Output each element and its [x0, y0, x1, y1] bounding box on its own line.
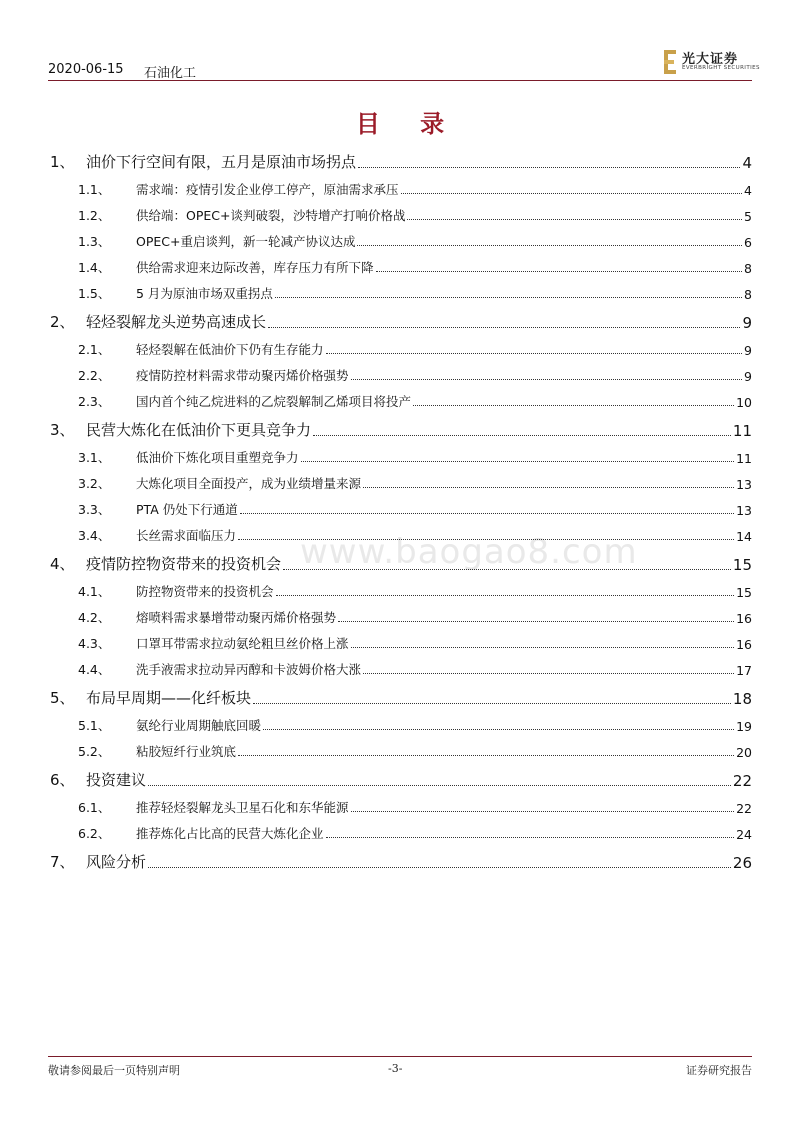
- watermark-text: www.baogao8.com: [300, 532, 638, 572]
- toc-section-entry[interactable]: [48, 390, 752, 410]
- toc-entry-number: 3.1、: [78, 450, 111, 465]
- toc-entry-title: 口罩耳带需求拉动氨纶粗旦丝价格上涨: [136, 636, 349, 651]
- toc-dot-leader: [413, 404, 734, 406]
- toc-entry-number: 4.3、: [78, 636, 111, 651]
- toc-entry-number: 5.2、: [78, 744, 111, 759]
- logo-mark-icon: [664, 48, 678, 76]
- toc-entry-page: 6: [744, 235, 752, 250]
- toc-dot-leader: [363, 486, 734, 488]
- toc-entry-number: 1.3、: [78, 234, 111, 249]
- toc-entry-page: 5: [744, 209, 752, 224]
- toc-section-entry[interactable]: [48, 606, 752, 626]
- toc-dot-leader: [401, 192, 743, 194]
- toc-entry-title: 民营大炼化在低油价下更具竞争力: [86, 421, 312, 439]
- footer-report-type: 证券研究报告: [686, 1064, 752, 1077]
- toc-entry-title: 疫情防控物资带来的投资机会: [86, 555, 282, 573]
- toc-entry-title: 低油价下炼化项目重塑竞争力: [136, 450, 299, 465]
- toc-entry-page: 9: [742, 314, 752, 332]
- page-header: [48, 52, 760, 81]
- toc-entry-title: 熔喷料需求暴增带动聚丙烯价格强势: [136, 610, 337, 625]
- toc-chapter-entry[interactable]: [48, 554, 752, 574]
- toc-section-entry[interactable]: [48, 364, 752, 384]
- toc-entry-title: 轻烃裂解在低油价下仍有生存能力: [136, 342, 324, 357]
- toc-dot-leader: [268, 326, 740, 328]
- toc-entry-number: 6.2、: [78, 826, 111, 841]
- toc-entry-number: 2.3、: [78, 394, 111, 409]
- toc-entry-page: 4: [742, 154, 752, 172]
- toc-entry-number: 5、: [50, 689, 75, 707]
- toc-dot-leader: [148, 866, 731, 868]
- toc-entry-number: 5.1、: [78, 718, 111, 733]
- toc-chapter-entry[interactable]: [48, 852, 752, 872]
- toc-entry-number: 2.1、: [78, 342, 111, 357]
- footer-disclaimer: 敬请参阅最后一页特别声明: [48, 1064, 180, 1077]
- toc-entry-page: 9: [744, 369, 752, 384]
- toc-section-entry[interactable]: [48, 822, 752, 842]
- footer-divider: [48, 1056, 752, 1057]
- toc-entry-page: 24: [736, 827, 752, 842]
- toc-dot-leader: [148, 784, 731, 786]
- toc-title: 目 录: [355, 110, 461, 138]
- toc-dot-leader: [351, 810, 735, 812]
- toc-dot-leader: [351, 646, 735, 648]
- toc-section-entry[interactable]: [48, 178, 752, 198]
- toc-section-entry[interactable]: [48, 524, 752, 544]
- toc-dot-leader: [358, 166, 740, 168]
- toc-entry-page: 15: [736, 585, 752, 600]
- toc-entry-page: 4: [744, 183, 752, 198]
- toc-entry-title: 大炼化项目全面投产，成为业绩增量来源: [136, 476, 362, 491]
- toc-chapter-entry[interactable]: [48, 688, 752, 708]
- toc-dot-leader: [301, 460, 735, 462]
- header-category: 石油化工: [144, 66, 197, 81]
- toc-dot-leader: [238, 538, 734, 540]
- toc-dot-leader: [276, 594, 735, 596]
- toc-entry-title: 供给端：OPEC+谈判破裂，沙特增产打响价格战: [136, 208, 406, 223]
- toc-section-entry[interactable]: [48, 658, 752, 678]
- toc-entry-title: 需求端：疫情引发企业停工停产，原油需求承压: [136, 182, 399, 197]
- toc-entry-page: 19: [736, 719, 752, 734]
- toc-entry-title: PTA 仍处下行通道: [136, 502, 238, 517]
- toc-entry-page: 17: [736, 663, 752, 678]
- footer-page-number: -3-: [388, 1062, 403, 1075]
- toc-section-entry[interactable]: [48, 796, 752, 816]
- toc-section-entry[interactable]: [48, 632, 752, 652]
- toc-entry-title: 防控物资带来的投资机会: [136, 584, 274, 599]
- toc-entry-number: 3.2、: [78, 476, 111, 491]
- toc-entry-number: 4.1、: [78, 584, 111, 599]
- toc-entry-page: 13: [736, 503, 752, 518]
- toc-dot-leader: [363, 672, 734, 674]
- toc-entry-title: 供给需求迎来边际改善，库存压力有所下降: [136, 260, 374, 275]
- toc-entry-title: 油价下行空间有限，五月是原油市场拐点: [86, 153, 357, 171]
- toc-section-entry[interactable]: [48, 714, 752, 734]
- toc-dot-leader: [240, 512, 734, 514]
- toc-entry-number: 4、: [50, 555, 75, 573]
- header-divider: [48, 80, 752, 81]
- toc-entry-title: 轻烃裂解龙头逆势高速成长: [86, 313, 267, 331]
- toc-entry-page: 10: [736, 395, 752, 410]
- toc-entry-number: 4.4、: [78, 662, 111, 677]
- toc-entry-page: 26: [732, 854, 752, 872]
- toc-entry-page: 16: [736, 611, 752, 626]
- toc-section-entry[interactable]: [48, 472, 752, 492]
- toc-dot-leader: [357, 244, 742, 246]
- toc-entry-page: 20: [736, 745, 752, 760]
- toc-chapter-entry[interactable]: [48, 152, 752, 172]
- toc-dot-leader: [313, 434, 731, 436]
- toc-entry-number: 1.1、: [78, 182, 111, 197]
- toc-section-entry[interactable]: [48, 740, 752, 760]
- logo-chinese-name: 光大证券: [682, 52, 739, 67]
- toc-section-entry[interactable]: [48, 446, 752, 466]
- toc-entry-page: 22: [732, 772, 752, 790]
- toc-section-entry[interactable]: [48, 204, 752, 224]
- toc-entry-number: 3.4、: [78, 528, 111, 543]
- toc-entry-page: 18: [732, 690, 752, 708]
- toc-entry-page: 14: [736, 529, 752, 544]
- header-date: 2020-06-15: [48, 62, 124, 77]
- toc-entry-page: 22: [736, 801, 752, 816]
- toc-entry-title: 推荐炼化占比高的民营大炼化企业: [136, 826, 324, 841]
- toc-dot-leader: [263, 728, 734, 730]
- everbright-logo: [664, 48, 760, 78]
- toc-entry-number: 7、: [50, 853, 75, 871]
- toc-entry-page: 9: [744, 343, 752, 358]
- toc-dot-leader: [253, 702, 731, 704]
- toc-dot-leader: [275, 296, 742, 298]
- toc-chapter-entry[interactable]: [48, 770, 752, 790]
- toc-entry-title: 推荐轻烃裂解龙头卫星石化和东华能源: [136, 800, 349, 815]
- toc-entry-title: 疫情防控材料需求带动聚丙烯价格强势: [136, 368, 349, 383]
- toc-entry-number: 1.5、: [78, 286, 111, 301]
- toc-entry-page: 13: [736, 477, 752, 492]
- toc-entry-number: 1.2、: [78, 208, 111, 223]
- toc-dot-leader: [351, 378, 743, 380]
- toc-entry-page: 16: [736, 637, 752, 652]
- toc-entry-number: 3、: [50, 421, 75, 439]
- toc-entry-page: 8: [744, 261, 752, 276]
- toc-dot-leader: [283, 568, 731, 570]
- toc-section-entry[interactable]: [48, 282, 752, 302]
- toc-section-entry[interactable]: [48, 580, 752, 600]
- toc-entry-page: 8: [744, 287, 752, 302]
- toc-entry-title: 风险分析: [86, 853, 147, 871]
- toc-entry-title: 氨纶行业周期触底回暖: [136, 718, 262, 733]
- toc-entry-number: 3.3、: [78, 502, 111, 517]
- toc-entry-number: 6、: [50, 771, 75, 789]
- toc-entry-title: 洗手液需求拉动异丙醇和卡波姆价格大涨: [136, 662, 362, 677]
- toc-entry-number: 1.4、: [78, 260, 111, 275]
- toc-entry-page: 15: [732, 556, 752, 574]
- toc-entry-number: 4.2、: [78, 610, 111, 625]
- toc-entry-page: 11: [732, 422, 752, 440]
- toc-entry-number: 1、: [50, 153, 75, 171]
- toc-entry-number: 6.1、: [78, 800, 111, 815]
- toc-entry-title: OPEC+重启谈判，新一轮减产协议达成: [136, 234, 356, 249]
- toc-entry-title: 投资建议: [86, 771, 147, 789]
- toc-entry-number: 2.2、: [78, 368, 111, 383]
- toc-entry-title: 国内首个纯乙烷进料的乙烷裂解制乙烯项目将投产: [136, 394, 412, 409]
- toc-dot-leader: [326, 836, 735, 838]
- toc-dot-leader: [338, 620, 734, 622]
- toc-entry-title: 5 月为原油市场双重拐点: [136, 286, 273, 301]
- toc-chapter-entry[interactable]: [48, 420, 752, 440]
- logo-english-name: EVERBRIGHT SECURITIES: [682, 65, 760, 71]
- toc-entry-title: 粘胶短纤行业筑底: [136, 744, 237, 759]
- toc-section-entry[interactable]: [48, 338, 752, 358]
- toc-entry-title: 长丝需求面临压力: [136, 528, 237, 543]
- toc-dot-leader: [326, 352, 743, 354]
- toc-entry-page: 11: [736, 451, 752, 466]
- toc-chapter-entry[interactable]: [48, 312, 752, 332]
- toc-section-entry[interactable]: [48, 230, 752, 250]
- toc-section-entry[interactable]: [48, 498, 752, 518]
- toc-dot-leader: [376, 270, 743, 272]
- toc-dot-leader: [238, 754, 734, 756]
- toc-entry-title: 布局早周期——化纤板块: [86, 689, 252, 707]
- toc-dot-leader: [407, 218, 742, 220]
- toc-entry-number: 2、: [50, 313, 75, 331]
- toc-section-entry[interactable]: [48, 256, 752, 276]
